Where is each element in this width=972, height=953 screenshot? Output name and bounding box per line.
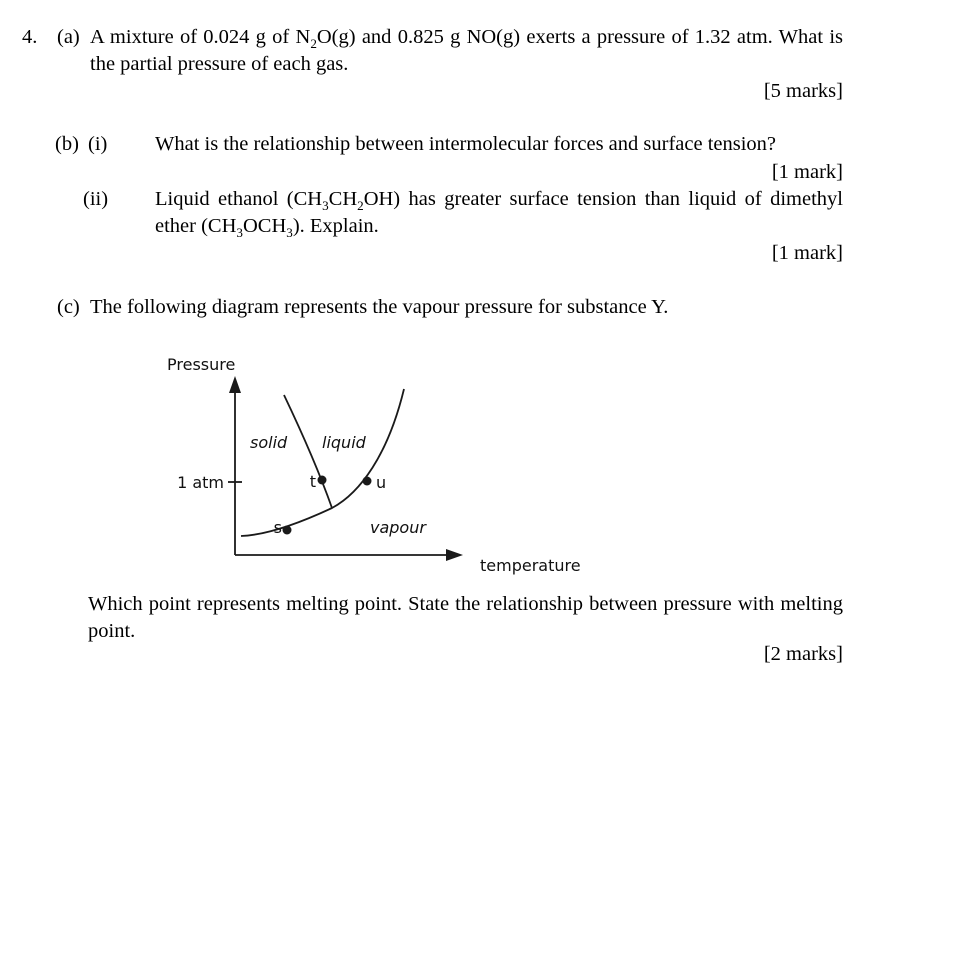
part-c-intro-text: The following diagram represents the vapour pressure for substance Y. xyxy=(90,296,669,318)
part-c-question-text: Which point represents melting point. State the relationship between pressure with melting point. xyxy=(88,593,843,642)
question-4bi-block xyxy=(55,131,843,158)
question-4bii-block xyxy=(83,186,843,240)
liquid-region-label: liquid xyxy=(322,433,366,452)
pressure-axis-label: Pressure xyxy=(167,355,236,374)
part-b-ii-label: (ii) xyxy=(83,188,109,210)
y-axis-arrow-icon xyxy=(229,376,241,393)
x-axis-arrow-icon xyxy=(446,549,463,561)
point-t-dot xyxy=(318,476,327,485)
part-b-i-marks: [1 mark] xyxy=(771,161,843,183)
vapour-pressure-curve xyxy=(241,389,404,536)
part-a-label: (a) xyxy=(57,26,80,48)
part-a-marks: [5 marks] xyxy=(763,80,843,102)
one-atm-label: 1 atm xyxy=(177,473,224,492)
question-4a-block xyxy=(22,24,843,78)
part-b-ii-text: Liquid ethanol $(CH_3CH_2OH)$ has greater surface tension than liquid of dimethyl ether $(CH_3OCH_3)$. Explain. xyxy=(155,188,843,241)
part-b-label: (b) xyxy=(55,133,79,155)
temperature-axis-label: temperature xyxy=(480,556,581,575)
solid-region-label: solid xyxy=(250,433,288,452)
question-4c-intro-block xyxy=(57,294,843,321)
part-c-marks: [2 marks] xyxy=(763,643,843,665)
point-u-label: u xyxy=(376,473,387,492)
point-s-dot xyxy=(283,526,292,535)
part-c-label: (c) xyxy=(57,296,80,318)
part-b-i-text: What is the relationship between intermolecular forces and surface tension? xyxy=(155,133,777,155)
question-4c-question-block xyxy=(88,591,843,645)
point-t-label: t xyxy=(309,472,316,491)
part-b-ii-marks: [1 mark] xyxy=(771,242,843,264)
part-b-i-label: (i) xyxy=(88,133,108,155)
part-a-text: A mixture of 0.024 g of $N_2O(g)$ and 0.825 g NO(g) exerts a pressure of 1.32 atm. What is the partial pressure of each gas. xyxy=(90,26,843,75)
point-s-label: s xyxy=(273,518,282,537)
point-u-dot xyxy=(363,477,372,486)
vapour-region-label: vapour xyxy=(370,518,426,537)
question-number: 4. xyxy=(22,26,38,48)
phase-diagram xyxy=(150,345,610,580)
